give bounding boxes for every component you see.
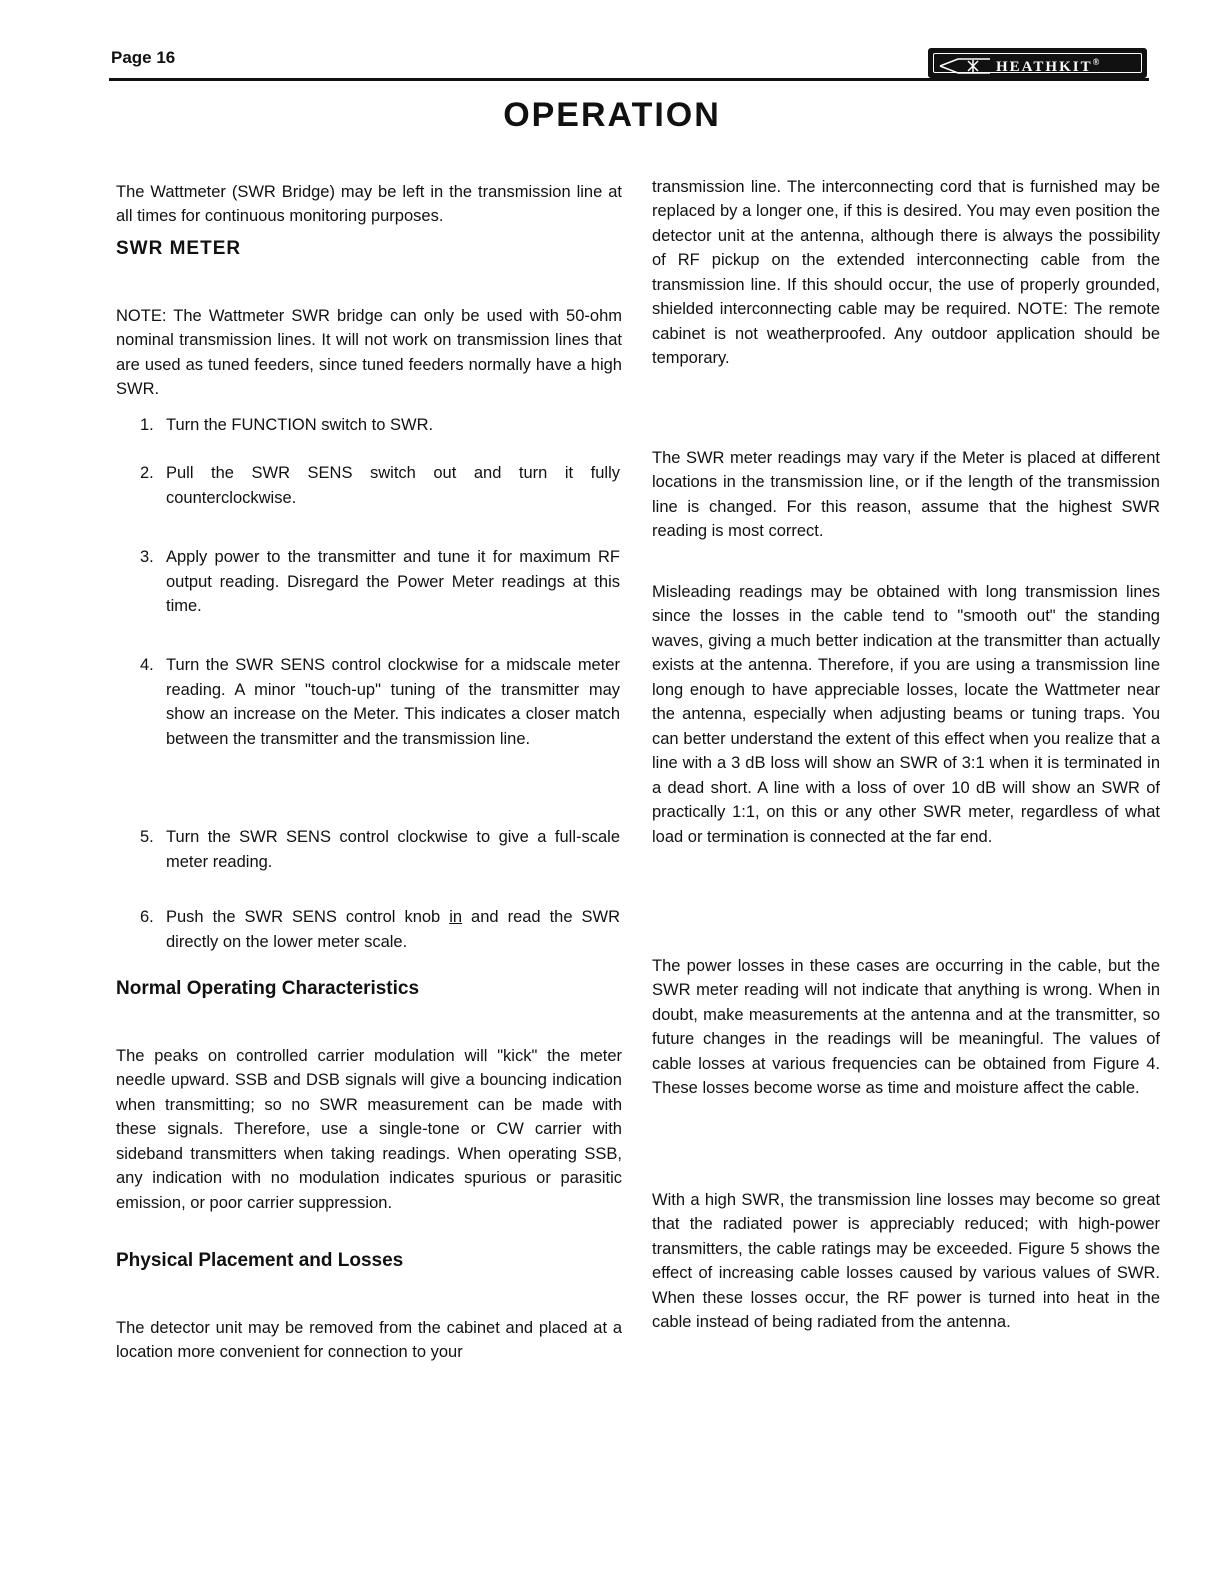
logo-frame: [933, 53, 1142, 73]
right-paragraph-2: The SWR meter readings may vary if the Meter is placed at different locations in the transmission line, or if the length of the transmission line is changed. For this reason, assume that the highest SWR reading is most correct.: [652, 448, 1160, 540]
step-6: [140, 905, 620, 954]
step-text: Turn the SWR SENS control clockwise to give a full-scale meter reading.: [166, 828, 620, 871]
right-paragraph-1: transmission line. The interconnecting cord that is furnished may be replaced by a longer one, if this is desired. You may even position the detector unit at the antenna, although there is always the possibility of RF pickup on the extended interconnecting cable from the transmission line. If this should occur, the use of properly grounded, shielded interconnecting cable may be required. NOTE: The remote cabinet is not weatherproofed. Any outdoor application should be temporary.: [652, 177, 1160, 367]
heathkit-logo: [928, 48, 1147, 78]
step-text: Turn the SWR SENS control clockwise for a midscale meter reading. A minor "touch-up" tuning of the transmitter may show an increase on the Meter. This indicates a closer match between the transmitter and the transmission line.: [166, 656, 620, 748]
step-1: [140, 413, 620, 438]
step-number: 4.: [140, 656, 154, 674]
step-2: [140, 461, 620, 510]
page-number: Page 16: [111, 48, 176, 67]
right-paragraph-4: The power losses in these cases are occurring in the cable, but the SWR meter reading will not indicate that anything is wrong. When in doubt, make measurements at the antenna and at the transmitter, so future changes in the readings will be meaningful. The values of cable losses at various frequencies can be obtained from Figure 4. These losses become worse as time and moisture affect the cable.: [652, 956, 1160, 1097]
logo-arrow-icon: [938, 56, 994, 76]
logo-wordmark: HEATHKIT®: [996, 57, 1102, 75]
right-paragraph-5: With a high SWR, the transmission line losses may become so great that the radiated power is appreciably reduced; with high-power transmitters, the cable ratings may be exceeded. Figure 5 shows the effect of increasing cable losses caused by various values of SWR. When these losses occur, the RF power is turned into heat in the cable instead of being radiated from the antenna.: [652, 1190, 1160, 1331]
intro-paragraph: The Wattmeter (SWR Bridge) may be left in the transmission line at all times for continuous monitoring purposes.: [116, 182, 622, 225]
normal-operating-paragraph: The peaks on controlled carrier modulation will "kick" the meter needle upward. SSB and DSB signals will give a bouncing indication when transmitting; so no SWR measurement can be made with these signals. Therefore, use a single-tone or CW carrier with sideband transmitters when taking readings. When operating SSB, any indication with no modulation indicates spurious or parasitic emission, or poor carrier suppression.: [116, 1046, 622, 1212]
step-text: Push the SWR SENS control knob in and read the SWR directly on the lower meter scale.: [166, 908, 621, 951]
step-text: Pull the SWR SENS switch out and turn it fully counterclockwise.: [166, 464, 620, 507]
step-number: 6.: [140, 908, 154, 926]
step-4: [140, 653, 620, 751]
header-rule: [109, 78, 1149, 81]
swr-meter-heading: SWR METER: [116, 238, 242, 259]
normal-operating-heading: Normal Operating Characteristics: [116, 978, 420, 999]
physical-placement-paragraph: The detector unit may be removed from the cabinet and placed at a location more convenient for connection to your: [116, 1318, 622, 1361]
step-number: 2.: [140, 464, 154, 482]
note-paragraph: NOTE: The Wattmeter SWR bridge can only be used with 50-ohm nominal transmission lines. It will not work on transmission lines that are used as tuned feeders, since tuned feeders normally have a high SWR.: [116, 306, 622, 398]
underlined-word: in: [449, 908, 463, 926]
step-number: 1.: [140, 416, 154, 434]
right-paragraph-3: Misleading readings may be obtained with long transmission lines since the losses in the cable tend to "smooth out" the standing waves, giving a much better indication at the transmitter than actually exists at the antenna. Therefore, if you are using a transmission line long enough to have appreciable losses, locate the Wattmeter near the antenna, especially when adjusting beams or tuning traps. You can better understand the extent of this effect when you realize that a line with a 3 dB loss will show an SWR of 3:1 when it is terminated in a dead short. A line with a loss of over 10 dB will show an SWR of practically 1:1, on this or any other SWR meter, regardless of what load or termination is connected at the far end.: [652, 582, 1160, 846]
step-text: Turn the FUNCTION switch to SWR.: [166, 416, 434, 434]
step-number: 5.: [140, 828, 154, 846]
page-title: OPERATION: [503, 96, 721, 134]
step-number: 3.: [140, 548, 154, 566]
step-3: [140, 545, 620, 619]
step-5: [140, 825, 620, 874]
physical-placement-heading: Physical Placement and Losses: [116, 1250, 404, 1271]
step-text: Apply power to the transmitter and tune it for maximum RF output reading. Disregard the Power Meter readings at this time.: [166, 548, 620, 615]
